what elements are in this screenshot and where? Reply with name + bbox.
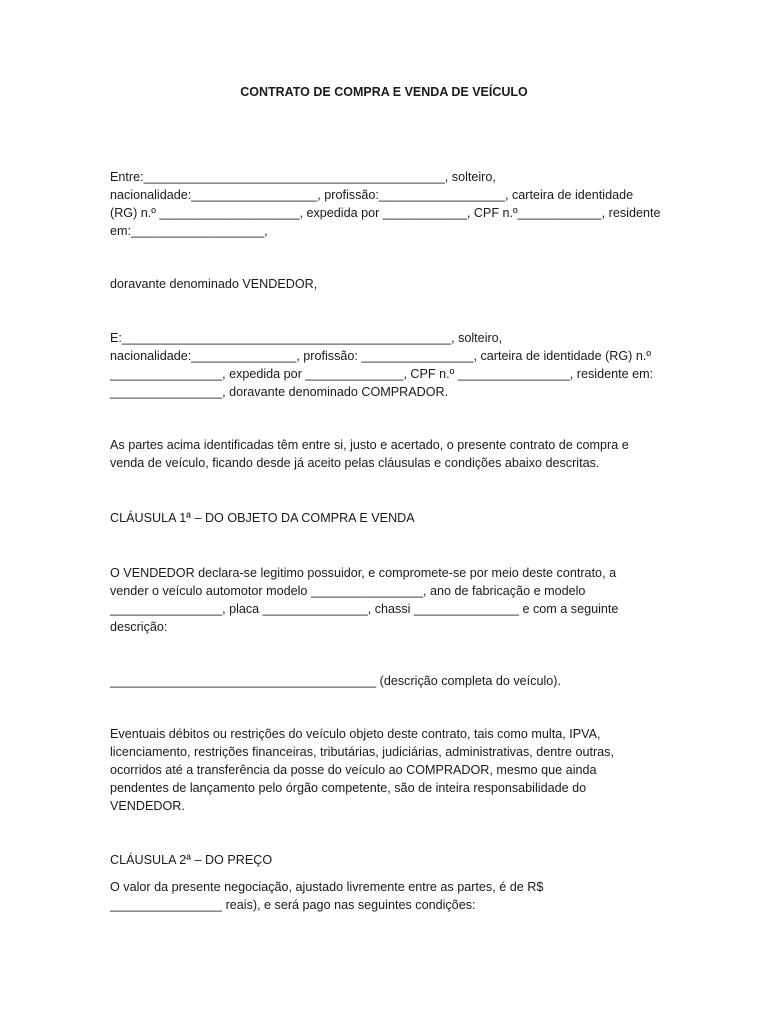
debts-line-5: VENDEDOR. [110, 799, 185, 813]
clause-1-line-1: O VENDEDOR declara-se legitimo possuidor, e compromete-se por meio deste contrato, a [110, 566, 617, 580]
debts-line-1: Eventuais débitos ou restrições do veículo objeto deste contrato, tais como multa, IPVA, [110, 727, 601, 741]
seller-line-2: nacionalidade:__________________, profissão:__________________, carteira de identidade [110, 188, 634, 202]
seller-line-4: em:___________________, [110, 224, 268, 238]
clause-2-heading [110, 851, 670, 869]
clause-1-heading [110, 509, 670, 527]
clause-1-heading-text: CLÁUSULA 1ª – DO OBJETO DA COMPRA E VENDA [110, 511, 415, 525]
seller-line-1: Entre:___________________________________________, solteiro, [110, 170, 496, 184]
debts-paragraph [110, 725, 670, 815]
clause-1-line-3: ________________, placa _______________, chassi _______________ e com a seguinte [110, 602, 619, 616]
clause-2-paragraph [110, 878, 670, 914]
buyer-line-4: ________________, doravante denominado COMPRADOR. [110, 385, 449, 399]
debts-line-4: pendentes de lançamento pelo órgão competente, são de inteira responsabilidade do [110, 781, 587, 795]
document-title: CONTRATO DE COMPRA E VENDA DE VEÍCULO [240, 85, 528, 99]
intro-line-1: As partes acima identificadas têm entre si, justo e acertado, o presente contrato de compra e [110, 438, 629, 452]
debts-line-2: licenciamento, restrições financeiras, tributárias, judiciárias, administrativas, dentre outras, [110, 745, 614, 759]
intro-paragraph [110, 436, 670, 472]
intro-line-2: venda de veículo, ficando desde já aceito pelas cláusulas e condições abaixo descritas. [110, 456, 600, 470]
debts-line-3: ocorridos até a transferência da posse do veículo ao COMPRADOR, mesmo que ainda [110, 763, 597, 777]
buyer-line-2: nacionalidade:_______________, profissão: ________________, carteira de identidade (RG) n.º [110, 349, 651, 363]
seller-identification-paragraph [110, 168, 670, 240]
buyer-identification-paragraph [110, 329, 670, 401]
vehicle-description-text: ______________________________________ (descrição completa do veículo). [110, 674, 561, 688]
buyer-line-3: ________________, expedida por ______________, CPF n.º ________________, residente em: [110, 367, 654, 381]
clause-2-line-1: O valor da presente negociação, ajustado livremente entre as partes, é de R$ [110, 880, 544, 894]
vehicle-description-line [110, 672, 670, 690]
clause-1-line-2: vender o veículo automotor modelo ________________, ano de fabricação e modelo [110, 584, 586, 598]
seller-line-3: (RG) n.º ____________________, expedida por ____________, CPF n.º____________, residente [110, 206, 661, 220]
seller-designation-text: doravante denominado VENDEDOR, [110, 277, 318, 291]
clause-2-heading-text: CLÁUSULA 2ª – DO PREÇO [110, 853, 273, 867]
buyer-line-1: E:_______________________________________________, solteiro, [110, 331, 503, 345]
seller-designation [110, 275, 670, 293]
clause-1-paragraph [110, 564, 670, 636]
clause-1-line-4: descrição: [110, 620, 168, 634]
clause-2-line-2: ________________ reais), e será pago nas seguintes condições: [110, 898, 476, 912]
